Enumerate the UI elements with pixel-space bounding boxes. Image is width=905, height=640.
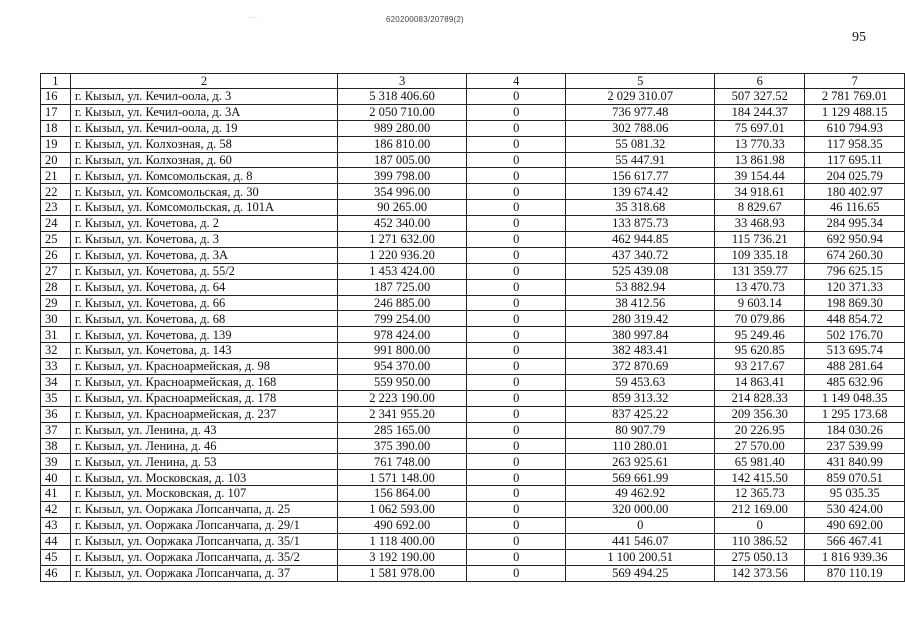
row-number-cell: 41 [41, 486, 71, 502]
table-row [41, 184, 905, 200]
value-cell: 382 483.41 [566, 343, 715, 359]
row-number-cell: 28 [41, 279, 71, 295]
table-row [41, 359, 905, 375]
value-cell: 156 864.00 [338, 486, 467, 502]
value-cell: 566 467.41 [805, 533, 905, 549]
value-cell: 75 697.01 [714, 120, 804, 136]
row-number-cell: 40 [41, 470, 71, 486]
value-cell: 354 996.00 [338, 184, 467, 200]
value-cell: 0 [467, 232, 566, 248]
value-cell: 39 154.44 [714, 168, 804, 184]
table-row [41, 438, 905, 454]
value-cell: 285 165.00 [338, 422, 467, 438]
value-cell: 8 829.67 [714, 200, 804, 216]
address-cell: г. Кызыл, ул. Кечил-оола, д. 3 [70, 89, 337, 105]
row-number-cell: 26 [41, 247, 71, 263]
row-number-cell: 43 [41, 518, 71, 534]
value-cell: 978 424.00 [338, 327, 467, 343]
value-cell: 870 110.19 [805, 565, 905, 581]
value-cell: 14 863.41 [714, 375, 804, 391]
value-cell: 275 050.13 [714, 549, 804, 565]
table-row [41, 375, 905, 391]
address-cell: г. Кызыл, ул. Ооржака Лопсанчапа, д. 37 [70, 565, 337, 581]
value-cell: 95 249.46 [714, 327, 804, 343]
value-cell: 13 770.33 [714, 136, 804, 152]
value-cell: 490 692.00 [338, 518, 467, 534]
row-number-cell: 33 [41, 359, 71, 375]
row-number-cell: 21 [41, 168, 71, 184]
column-header: 3 [338, 74, 467, 89]
table-row [41, 502, 905, 518]
value-cell: 507 327.52 [714, 89, 804, 105]
value-cell: 46 116.65 [805, 200, 905, 216]
value-cell: 736 977.48 [566, 104, 715, 120]
value-cell: 187 725.00 [338, 279, 467, 295]
value-cell: 485 632.96 [805, 375, 905, 391]
table-row [41, 486, 905, 502]
value-cell: 120 371.33 [805, 279, 905, 295]
row-number-cell: 37 [41, 422, 71, 438]
table-row [41, 232, 905, 248]
value-cell: 184 030.26 [805, 422, 905, 438]
value-cell: 1 062 593.00 [338, 502, 467, 518]
value-cell: 490 692.00 [805, 518, 905, 534]
address-cell: г. Кызыл, ул. Кочетова, д. 68 [70, 311, 337, 327]
table-row [41, 120, 905, 136]
table-row [41, 549, 905, 565]
page-number: 95 [852, 30, 866, 45]
value-cell: 53 882.94 [566, 279, 715, 295]
value-cell: 859 070.51 [805, 470, 905, 486]
column-header: 5 [566, 74, 715, 89]
value-cell: 0 [467, 327, 566, 343]
scan-mark: . . . . [248, 14, 259, 20]
table-row [41, 390, 905, 406]
value-cell: 117 695.11 [805, 152, 905, 168]
value-cell: 954 370.00 [338, 359, 467, 375]
value-cell: 33 468.93 [714, 216, 804, 232]
value-cell: 2 050 710.00 [338, 104, 467, 120]
value-cell: 2 029 310.07 [566, 89, 715, 105]
value-cell: 110 280.01 [566, 438, 715, 454]
table-row [41, 295, 905, 311]
value-cell: 0 [467, 120, 566, 136]
address-cell: г. Кызыл, ул. Ленина, д. 46 [70, 438, 337, 454]
address-cell: г. Кызыл, ул. Красноармейская, д. 98 [70, 359, 337, 375]
value-cell: 761 748.00 [338, 454, 467, 470]
value-cell: 214 828.33 [714, 390, 804, 406]
value-cell: 204 025.79 [805, 168, 905, 184]
value-cell: 462 944.85 [566, 232, 715, 248]
value-cell: 610 794.93 [805, 120, 905, 136]
value-cell: 0 [467, 152, 566, 168]
value-cell: 0 [467, 295, 566, 311]
value-cell: 674 260.30 [805, 247, 905, 263]
row-number-cell: 39 [41, 454, 71, 470]
row-number-cell: 36 [41, 406, 71, 422]
value-cell: 0 [467, 216, 566, 232]
value-cell: 989 280.00 [338, 120, 467, 136]
row-number-cell: 42 [41, 502, 71, 518]
table-row [41, 422, 905, 438]
value-cell: 70 079.86 [714, 311, 804, 327]
value-cell: 131 359.77 [714, 263, 804, 279]
value-cell: 0 [467, 343, 566, 359]
address-cell: г. Кызыл, ул. Красноармейская, д. 168 [70, 375, 337, 391]
value-cell: 187 005.00 [338, 152, 467, 168]
address-cell: г. Кызыл, ул. Ленина, д. 43 [70, 422, 337, 438]
row-number-cell: 17 [41, 104, 71, 120]
value-cell: 13 861.98 [714, 152, 804, 168]
value-cell: 117 958.35 [805, 136, 905, 152]
value-cell: 1 129 488.15 [805, 104, 905, 120]
table-row [41, 216, 905, 232]
row-number-cell: 20 [41, 152, 71, 168]
row-number-cell: 34 [41, 375, 71, 391]
value-cell: 0 [467, 247, 566, 263]
value-cell: 1 220 936.20 [338, 247, 467, 263]
column-header: 2 [70, 74, 337, 89]
address-cell: г. Кызыл, ул. Колхозная, д. 60 [70, 152, 337, 168]
address-cell: г. Кызыл, ул. Красноармейская, д. 178 [70, 390, 337, 406]
value-cell: 55 447.91 [566, 152, 715, 168]
table-row [41, 454, 905, 470]
value-cell: 0 [467, 359, 566, 375]
value-cell: 372 870.69 [566, 359, 715, 375]
value-cell: 246 885.00 [338, 295, 467, 311]
table-row [41, 200, 905, 216]
value-cell: 80 907.79 [566, 422, 715, 438]
row-number-cell: 29 [41, 295, 71, 311]
row-number-cell: 31 [41, 327, 71, 343]
row-number-cell: 27 [41, 263, 71, 279]
value-cell: 3 192 190.00 [338, 549, 467, 565]
value-cell: 284 995.34 [805, 216, 905, 232]
value-cell: 513 695.74 [805, 343, 905, 359]
address-cell: г. Кызыл, ул. Комсомольская, д. 8 [70, 168, 337, 184]
row-number-cell: 18 [41, 120, 71, 136]
table-header-row [41, 74, 905, 89]
value-cell: 448 854.72 [805, 311, 905, 327]
value-cell: 1 149 048.35 [805, 390, 905, 406]
address-cell: г. Кызыл, ул. Кочетова, д. 3А [70, 247, 337, 263]
value-cell: 0 [467, 200, 566, 216]
address-cell: г. Кызыл, ул. Ленина, д. 53 [70, 454, 337, 470]
value-cell: 109 335.18 [714, 247, 804, 263]
row-number-cell: 35 [41, 390, 71, 406]
value-cell: 1 295 173.68 [805, 406, 905, 422]
value-cell: 796 625.15 [805, 263, 905, 279]
value-cell: 0 [467, 565, 566, 581]
value-cell: 34 918.61 [714, 184, 804, 200]
value-cell: 0 [467, 311, 566, 327]
value-cell: 0 [467, 486, 566, 502]
value-cell: 0 [467, 422, 566, 438]
table-row [41, 533, 905, 549]
table-row [41, 327, 905, 343]
value-cell: 0 [467, 406, 566, 422]
value-cell: 55 081.32 [566, 136, 715, 152]
row-number-cell: 16 [41, 89, 71, 105]
value-cell: 12 365.73 [714, 486, 804, 502]
value-cell: 0 [566, 518, 715, 534]
table-row [41, 247, 905, 263]
value-cell: 1 453 424.00 [338, 263, 467, 279]
value-cell: 0 [467, 518, 566, 534]
value-cell: 1 816 939.36 [805, 549, 905, 565]
value-cell: 35 318.68 [566, 200, 715, 216]
value-cell: 502 176.70 [805, 327, 905, 343]
value-cell: 142 373.56 [714, 565, 804, 581]
address-cell: г. Кызыл, ул. Ооржака Лопсанчапа, д. 35/1 [70, 533, 337, 549]
value-cell: 452 340.00 [338, 216, 467, 232]
value-cell: 65 981.40 [714, 454, 804, 470]
value-cell: 133 875.73 [566, 216, 715, 232]
address-cell: г. Кызыл, ул. Ооржака Лопсанчапа, д. 35/2 [70, 549, 337, 565]
table-row [41, 518, 905, 534]
column-header: 7 [805, 74, 905, 89]
value-cell: 209 356.30 [714, 406, 804, 422]
address-cell: г. Кызыл, ул. Комсомольская, д. 30 [70, 184, 337, 200]
value-cell: 95 035.35 [805, 486, 905, 502]
value-cell: 399 798.00 [338, 168, 467, 184]
value-cell: 0 [467, 375, 566, 391]
value-cell: 237 539.99 [805, 438, 905, 454]
row-number-cell: 32 [41, 343, 71, 359]
table-row [41, 470, 905, 486]
value-cell: 441 546.07 [566, 533, 715, 549]
value-cell: 90 265.00 [338, 200, 467, 216]
value-cell: 380 997.84 [566, 327, 715, 343]
value-cell: 156 617.77 [566, 168, 715, 184]
address-cell: г. Кызыл, ул. Кочетова, д. 143 [70, 343, 337, 359]
address-cell: г. Кызыл, ул. Красноармейская, д. 237 [70, 406, 337, 422]
value-cell: 991 800.00 [338, 343, 467, 359]
value-cell: 1 100 200.51 [566, 549, 715, 565]
address-cell: г. Кызыл, ул. Кочетова, д. 2 [70, 216, 337, 232]
row-number-cell: 22 [41, 184, 71, 200]
value-cell: 27 570.00 [714, 438, 804, 454]
row-number-cell: 30 [41, 311, 71, 327]
value-cell: 0 [467, 89, 566, 105]
value-cell: 142 415.50 [714, 470, 804, 486]
value-cell: 569 661.99 [566, 470, 715, 486]
value-cell: 0 [467, 263, 566, 279]
table-row [41, 104, 905, 120]
row-number-cell: 44 [41, 533, 71, 549]
value-cell: 38 412.56 [566, 295, 715, 311]
table-row [41, 152, 905, 168]
value-cell: 559 950.00 [338, 375, 467, 391]
address-cell: г. Кызыл, ул. Кочетова, д. 3 [70, 232, 337, 248]
row-number-cell: 19 [41, 136, 71, 152]
value-cell: 0 [467, 168, 566, 184]
value-cell: 0 [467, 454, 566, 470]
value-cell: 20 226.95 [714, 422, 804, 438]
data-table [40, 73, 905, 582]
value-cell: 320 000.00 [566, 502, 715, 518]
address-cell: г. Кызыл, ул. Кочетова, д. 64 [70, 279, 337, 295]
value-cell: 0 [467, 104, 566, 120]
value-cell: 799 254.00 [338, 311, 467, 327]
table-row [41, 565, 905, 581]
column-header: 4 [467, 74, 566, 89]
value-cell: 859 313.32 [566, 390, 715, 406]
value-cell: 0 [467, 533, 566, 549]
value-cell: 437 340.72 [566, 247, 715, 263]
value-cell: 186 810.00 [338, 136, 467, 152]
address-cell: г. Кызыл, ул. Кечил-оола, д. 19 [70, 120, 337, 136]
value-cell: 1 118 400.00 [338, 533, 467, 549]
address-cell: г. Кызыл, ул. Кечил-оола, д. 3А [70, 104, 337, 120]
value-cell: 302 788.06 [566, 120, 715, 136]
value-cell: 0 [714, 518, 804, 534]
address-cell: г. Кызыл, ул. Комсомольская, д. 101А [70, 200, 337, 216]
value-cell: 1 271 632.00 [338, 232, 467, 248]
value-cell: 530 424.00 [805, 502, 905, 518]
value-cell: 1 581 978.00 [338, 565, 467, 581]
table-row [41, 136, 905, 152]
row-number-cell: 38 [41, 438, 71, 454]
value-cell: 110 386.52 [714, 533, 804, 549]
row-number-cell: 25 [41, 232, 71, 248]
table-row [41, 279, 905, 295]
value-cell: 0 [467, 390, 566, 406]
value-cell: 0 [467, 438, 566, 454]
value-cell: 5 318 406.60 [338, 89, 467, 105]
address-cell: г. Кызыл, ул. Московская, д. 107 [70, 486, 337, 502]
value-cell: 0 [467, 502, 566, 518]
value-cell: 198 869.30 [805, 295, 905, 311]
value-cell: 0 [467, 136, 566, 152]
table-body [41, 74, 905, 582]
value-cell: 2 341 955.20 [338, 406, 467, 422]
value-cell: 0 [467, 470, 566, 486]
value-cell: 184 244.37 [714, 104, 804, 120]
value-cell: 139 674.42 [566, 184, 715, 200]
value-cell: 488 281.64 [805, 359, 905, 375]
address-cell: г. Кызыл, ул. Ооржака Лопсанчапа, д. 25 [70, 502, 337, 518]
address-cell: г. Кызыл, ул. Московская, д. 103 [70, 470, 337, 486]
value-cell: 0 [467, 549, 566, 565]
table-row [41, 311, 905, 327]
value-cell: 431 840.99 [805, 454, 905, 470]
value-cell: 59 453.63 [566, 375, 715, 391]
address-cell: г. Кызыл, ул. Ооржака Лопсанчапа, д. 29/1 [70, 518, 337, 534]
value-cell: 0 [467, 279, 566, 295]
value-cell: 49 462.92 [566, 486, 715, 502]
value-cell: 2 223 190.00 [338, 390, 467, 406]
table-row [41, 343, 905, 359]
value-cell: 0 [467, 184, 566, 200]
value-cell: 525 439.08 [566, 263, 715, 279]
value-cell: 1 571 148.00 [338, 470, 467, 486]
value-cell: 212 169.00 [714, 502, 804, 518]
value-cell: 93 217.67 [714, 359, 804, 375]
value-cell: 837 425.22 [566, 406, 715, 422]
value-cell: 569 494.25 [566, 565, 715, 581]
document-id: 620200083/20789(2) [386, 15, 464, 24]
row-number-cell: 24 [41, 216, 71, 232]
table-row [41, 168, 905, 184]
address-cell: г. Кызыл, ул. Кочетова, д. 139 [70, 327, 337, 343]
value-cell: 180 402.97 [805, 184, 905, 200]
row-number-cell: 23 [41, 200, 71, 216]
address-cell: г. Кызыл, ул. Кочетова, д. 66 [70, 295, 337, 311]
value-cell: 263 925.61 [566, 454, 715, 470]
value-cell: 692 950.94 [805, 232, 905, 248]
value-cell: 375 390.00 [338, 438, 467, 454]
value-cell: 9 603.14 [714, 295, 804, 311]
table-row [41, 406, 905, 422]
column-header: 1 [41, 74, 71, 89]
value-cell: 95 620.85 [714, 343, 804, 359]
table-row [41, 263, 905, 279]
value-cell: 2 781 769.01 [805, 89, 905, 105]
column-header: 6 [714, 74, 804, 89]
value-cell: 280 319.42 [566, 311, 715, 327]
address-cell: г. Кызыл, ул. Колхозная, д. 58 [70, 136, 337, 152]
value-cell: 13 470.73 [714, 279, 804, 295]
address-cell: г. Кызыл, ул. Кочетова, д. 55/2 [70, 263, 337, 279]
row-number-cell: 46 [41, 565, 71, 581]
value-cell: 115 736.21 [714, 232, 804, 248]
table-row [41, 89, 905, 105]
row-number-cell: 45 [41, 549, 71, 565]
